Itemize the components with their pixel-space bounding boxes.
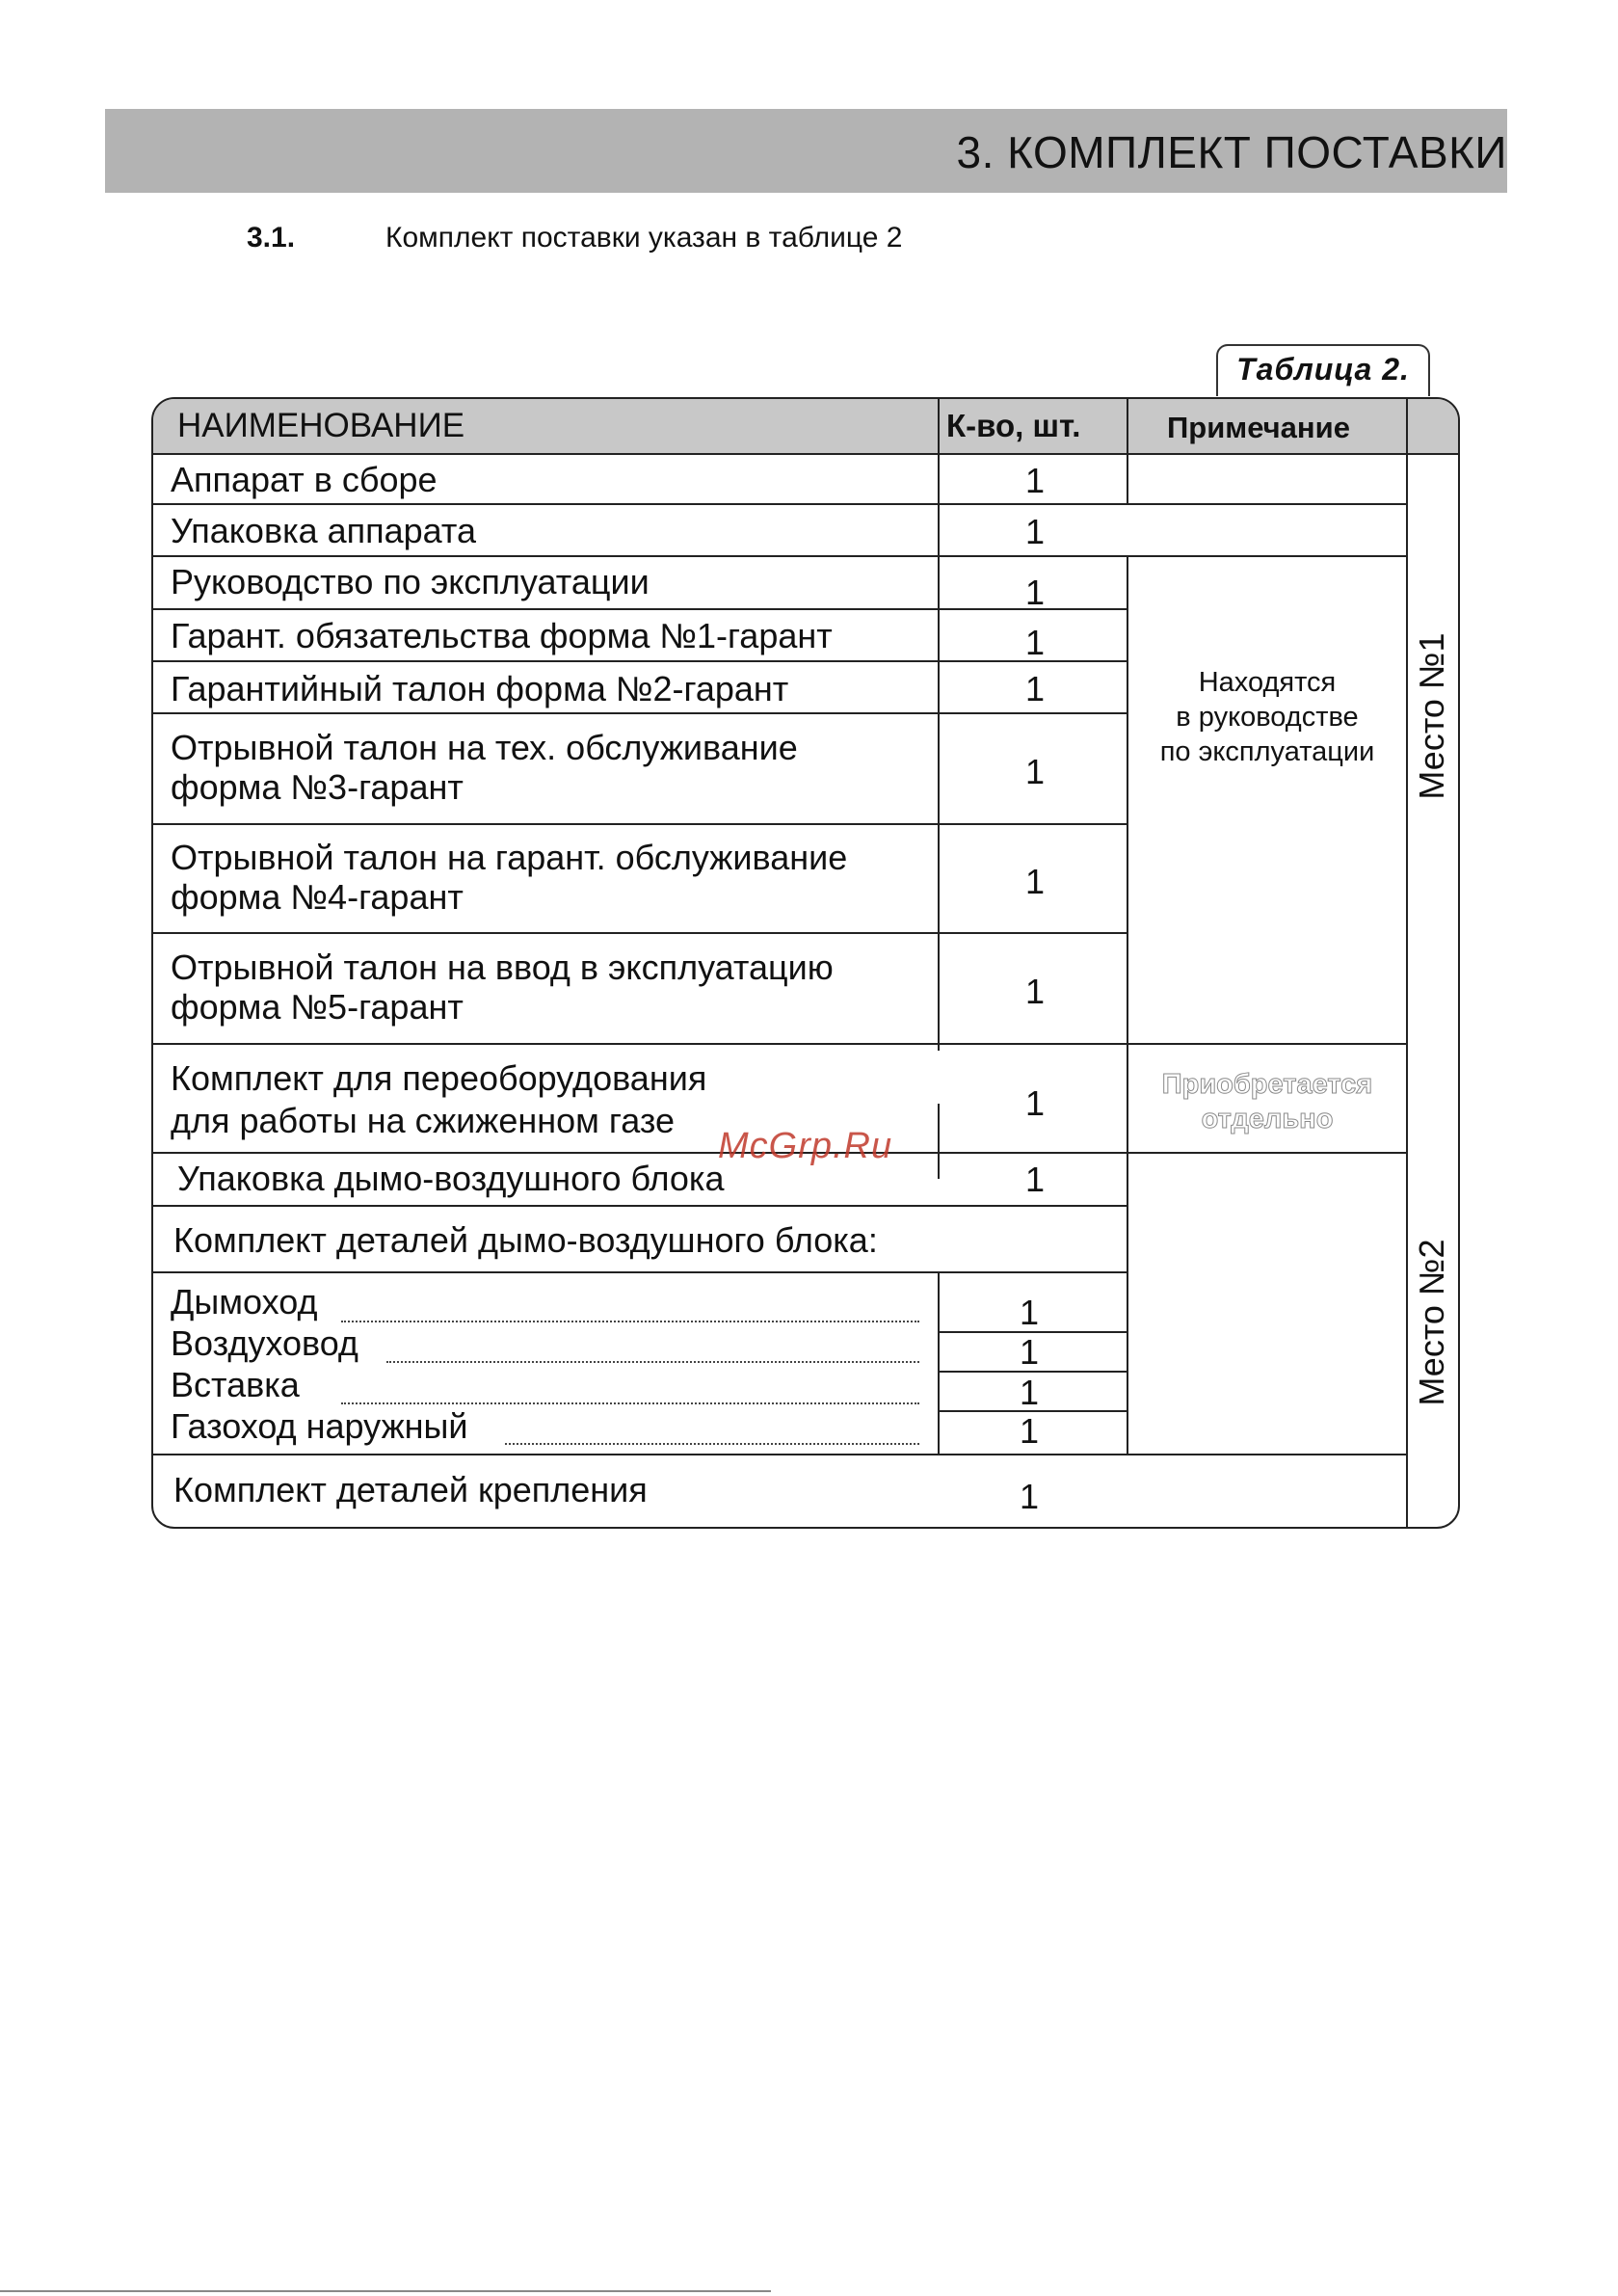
paragraph-text: Комплект поставки указан в таблице 2 bbox=[385, 222, 903, 254]
row-qty: 1 bbox=[1024, 623, 1046, 662]
note-line: отдельно bbox=[1201, 1104, 1334, 1135]
row-line-15 bbox=[153, 1454, 1406, 1455]
row-line-4 bbox=[153, 660, 1127, 662]
divider-name-qty-3 bbox=[938, 1273, 940, 1455]
divider-qty-note-1 bbox=[1127, 399, 1128, 503]
row-name-line2: для работы на сжиженном газе bbox=[171, 1101, 675, 1140]
section-header-bar bbox=[105, 109, 1507, 193]
divider-note-place bbox=[1406, 399, 1408, 1527]
row-qty: 1 bbox=[1019, 1293, 1040, 1332]
row-line-3 bbox=[153, 608, 1127, 610]
row-qty: 1 bbox=[1019, 1373, 1040, 1412]
row-qty: 1 bbox=[1024, 512, 1046, 551]
row-line-7 bbox=[153, 932, 1127, 934]
row-name-line1: Отрывной талон на ввод в эксплуатацию bbox=[171, 948, 834, 987]
note-line: в руководстве bbox=[1176, 702, 1359, 733]
row-name-line1: Комплект для переоборудования bbox=[171, 1058, 707, 1098]
note-sold-separately bbox=[1128, 1067, 1406, 1136]
row-name-line2: форма №5-гарант bbox=[171, 987, 464, 1027]
place-2-label: Место №2 bbox=[1412, 1239, 1451, 1406]
row-line-1 bbox=[153, 503, 1406, 505]
row-line-8 bbox=[153, 1043, 1406, 1045]
table-caption-tab bbox=[1216, 344, 1430, 396]
delivery-table bbox=[151, 397, 1460, 1529]
place-1-label: Место №1 bbox=[1412, 632, 1451, 800]
divider-mask bbox=[1127, 1455, 1128, 1527]
row-name: Упаковка аппарата bbox=[171, 511, 477, 550]
row-qty: 1 bbox=[1024, 1083, 1046, 1123]
row-line-6 bbox=[153, 823, 1127, 825]
dot-leader bbox=[341, 1402, 919, 1404]
row-name-line2: форма №3-гарант bbox=[171, 767, 464, 807]
row-line-5 bbox=[153, 712, 1127, 714]
note-line: Приобретается bbox=[1161, 1069, 1373, 1100]
row-name: Газоход наружный bbox=[171, 1406, 468, 1446]
row-qty: 1 bbox=[1019, 1477, 1040, 1516]
row-name: Вставка bbox=[171, 1365, 300, 1404]
row-qty: 1 bbox=[1019, 1411, 1040, 1451]
column-header-qty: К-во, шт. bbox=[946, 408, 1081, 443]
row-name-line1: Отрывной талон на тех. обслуживание bbox=[171, 728, 798, 767]
row-qty: 1 bbox=[1024, 669, 1046, 708]
row-line-11 bbox=[153, 1271, 1127, 1273]
column-header-note: Примечание bbox=[1167, 411, 1350, 444]
section-title: 3. КОМПЛЕКТ ПОСТАВКИ bbox=[956, 127, 1507, 177]
dot-leader bbox=[341, 1321, 919, 1322]
row-name-line1: Отрывной талон на гарант. обслуживание bbox=[171, 838, 848, 877]
table-caption: Таблица 2. bbox=[1236, 352, 1410, 387]
row-qty: 1 bbox=[1024, 1160, 1046, 1199]
row-name: Дымоход bbox=[171, 1282, 318, 1322]
row-qty: 1 bbox=[1024, 972, 1046, 1011]
footer-rule bbox=[0, 2290, 771, 2292]
row-name: Гарантийный талон форма №2-гарант bbox=[171, 669, 789, 708]
dot-leader bbox=[505, 1443, 919, 1445]
row-qty: 1 bbox=[1019, 1332, 1040, 1372]
note-line: по эксплуатации bbox=[1159, 736, 1375, 767]
row-name: Комплект деталей дымо-воздушного блока: bbox=[173, 1220, 878, 1260]
row-qty: 1 bbox=[1024, 461, 1046, 500]
row-name: Гарант. обязательства форма №1-гарант bbox=[171, 616, 833, 655]
row-line-10 bbox=[153, 1205, 1127, 1207]
row-name: Аппарат в сборе bbox=[171, 460, 438, 499]
row-qty: 1 bbox=[1024, 752, 1046, 791]
divider-name-qty-1 bbox=[938, 399, 940, 1051]
dot-leader bbox=[386, 1361, 919, 1363]
divider-name-qty-2 bbox=[938, 1104, 940, 1179]
table-header bbox=[153, 399, 1458, 455]
column-header-name: НАИМЕНОВАНИЕ bbox=[177, 407, 465, 444]
row-name-line2: форма №4-гарант bbox=[171, 877, 464, 917]
watermark: McGrp.Ru bbox=[718, 1126, 893, 1166]
row-qty: 1 bbox=[1024, 862, 1046, 901]
row-name: Руководство по эксплуатации bbox=[171, 562, 650, 601]
row-qty: 1 bbox=[1024, 573, 1046, 612]
note-in-manual bbox=[1128, 665, 1406, 769]
row-name: Упаковка дымо-воздушного блока bbox=[177, 1159, 725, 1198]
note-line: Находятся bbox=[1198, 667, 1337, 698]
row-line-2 bbox=[153, 555, 1406, 557]
row-name: Комплект деталей крепления bbox=[173, 1470, 648, 1509]
paragraph-number: 3.1. bbox=[247, 222, 296, 254]
row-name: Воздуховод bbox=[171, 1323, 358, 1363]
